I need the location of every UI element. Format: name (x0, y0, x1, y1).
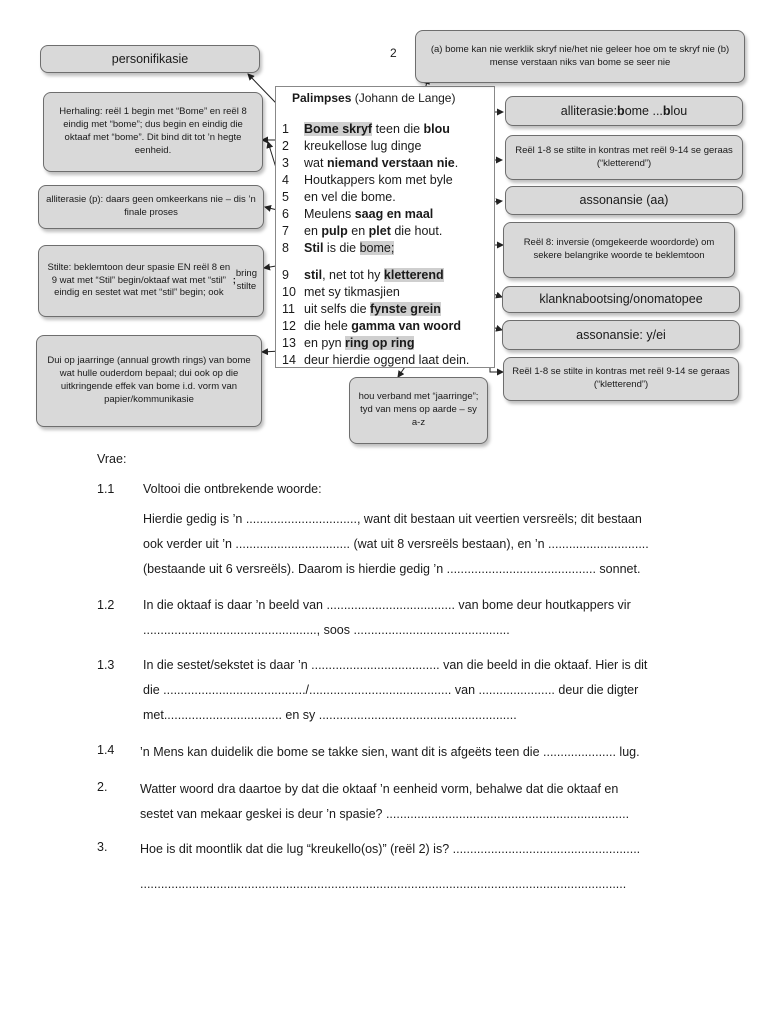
poem-line-number: 12 (282, 319, 296, 333)
poem-line-number: 4 (282, 173, 289, 187)
poem-line-5 (282, 190, 396, 204)
box-stilte-kontras-1: Reël 1-8 se stilte in kontras met reël 9-14 se geraas (“kletterend”) (505, 135, 743, 180)
box-alliterasie-p: alliterasie (p): daars geen omkeerkans nie – dis ’n finale proses (38, 185, 264, 229)
q1-2-line-b: .................................................., soos ............................................. (143, 623, 510, 637)
poem-line-number: 7 (282, 224, 289, 238)
q1-1-number: 1.1 (97, 482, 115, 496)
box-personifikasie: personifikasie (40, 45, 260, 73)
q1-1-line-a: Hierdie gedig is ’n ................................, want dit bestaan uit veertien versreëls; dit bestaan (143, 512, 642, 526)
poem-line-text: kreukellose lug dinge (304, 139, 422, 153)
poem-line-number: 10 (282, 285, 296, 299)
q1-1-line-b: ook verder uit ’n ................................. (wat uit 8 versreëls bestaan), en ’n ............................. (143, 537, 649, 551)
poem-line-number: 8 (282, 241, 289, 255)
poem-line-8 (282, 241, 394, 255)
q1-1-line-c: (bestaande uit 6 versreëls). Daarom is hierdie gedig ’n ........................................... sonnet. (143, 562, 641, 576)
q3-line-b: ............................................................................................................................................ (140, 877, 627, 891)
poem-line-11 (282, 302, 441, 316)
poem-title: Palimpses (292, 91, 352, 105)
poem-line-number: 11 (282, 302, 295, 316)
box-assonansie-aa: assonansie (aa) (505, 186, 743, 215)
poem-line-number: 9 (282, 268, 289, 282)
poem-line-3 (282, 156, 458, 170)
vrae-heading: Vrae: (97, 452, 127, 466)
poem-line-text: en pulp en plet die hout. (304, 224, 443, 238)
box-bome-kan-nie: (a) bome kan nie werklik skryf nie/het nie geleer hoe om te skryf nie (b) mense verstaan niks van bome se seer nie (415, 30, 745, 83)
q1-1-title: Voltooi die ontbrekende woorde: (143, 482, 322, 496)
poem-line-14 (282, 353, 469, 367)
poem-line-text: en pyn ring op ring (304, 336, 415, 350)
box-herhaling: Herhaling: reël 1 begin met “Bome” en reël 8 eindig met “bome”; dus begin en eindig die oktaaf met “bome”. Dit bind dit tot ’n hegte eenheid. (43, 92, 263, 172)
q1-4-line-a: ’n Mens kan duidelik die bome se takke sien, want dit is afgeëts teen die ..................... lug. (140, 745, 640, 759)
q1-3-number: 1.3 (97, 658, 115, 672)
poem-line-text: Stil is die bome; (304, 241, 395, 255)
q3-number: 3. (97, 840, 108, 854)
poem-line-2 (282, 139, 421, 153)
poem-line-13 (282, 336, 414, 350)
poem-line-text: Bome skryf teen die blou (304, 122, 450, 136)
box-stilte-kontras-2: Reël 1-8 se stilte in kontras met reël 9-14 se geraas (“kletterend”) (503, 357, 739, 401)
poem-line-text: stil, net tot hy kletterend (304, 268, 444, 282)
q1-3-line-a: In die sestet/sekstet is daar ’n ..................................... van die beeld in die oktaaf. Hier is dit (143, 658, 648, 672)
poem-line-text: wat niemand verstaan nie. (304, 156, 459, 170)
poem-line-7 (282, 224, 442, 238)
q1-2-line-a: In die oktaaf is daar ’n beeld van ..................................... van bome deur houtkappers vir (143, 598, 631, 612)
poem-line-text: en vel die bome. (304, 190, 396, 204)
poem-line-number: 13 (282, 336, 296, 350)
poem-line-9 (282, 268, 444, 282)
box-stilte-beklemtoon: Stilte: beklemtoon deur spasie EN reël 8 en 9 wat met “Stil” begin/oktaaf wat met “stil” eindig en sestet wat met “stil” begin; ook ; bring stilte (38, 245, 264, 317)
q2-number: 2. (97, 780, 108, 794)
poem-author: (Johann de Lange) (354, 91, 456, 105)
poem-line-4 (282, 173, 453, 187)
poem-line-12 (282, 319, 461, 333)
q1-3-line-b: die ........................................./......................................... van ...................... deur die digter (143, 683, 639, 697)
poem-line-number: 2 (282, 139, 289, 153)
q1-4-number: 1.4 (97, 743, 115, 757)
poem-line-number: 3 (282, 156, 289, 170)
box-inversie: Reël 8: inversie (omgekeerde woordorde) om sekere belangrike woorde te beklemtoon (503, 222, 735, 278)
poem-line-6 (282, 207, 433, 221)
poem-line-number: 6 (282, 207, 289, 221)
page-number: 2 (390, 46, 397, 60)
poem-line-number: 1 (282, 122, 289, 136)
box-jaarringe: Dui op jaarringe (annual growth rings) van bome wat hulle ouderdom bepaal; dui ook op die uitkringende effek van bome i.d. vorm van papier/kommunikasie (36, 335, 262, 427)
poem-line-text: Houtkappers kom met byle (304, 173, 453, 187)
poem-line-text: Meulens saag en maal (304, 207, 434, 221)
q3-line-a: Hoe is dit moontlik dat die lug “kreukello(os)” (reël 2) is? ...................................................... (140, 842, 641, 856)
q1-3-line-c: met.................................. en sy ......................................................... (143, 708, 517, 722)
poem-line-text: deur hierdie oggend laat dein. (304, 353, 470, 367)
poem-line-text: die hele gamma van woord (304, 319, 462, 333)
q2-line-b: sestet van mekaar geskei is deur ’n spasie? ...................................................................... (140, 807, 630, 821)
q2-line-a: Watter woord dra daartoe by dat die oktaaf ’n eenheid vorm, behalwe dat die oktaaf en (140, 782, 619, 796)
box-assonansie-yei: assonansie: y/ei (502, 320, 740, 350)
poem-line-1 (282, 122, 450, 136)
poem-line-text: met sy tikmasjien (304, 285, 400, 299)
poem-title-block (292, 91, 455, 105)
box-hou-verband: hou verband met “jaarringe”; tyd van mens op aarde – sy a-z (349, 377, 488, 444)
poem-line-10 (282, 285, 400, 299)
poem-line-number: 14 (282, 353, 296, 367)
box-alliterasie-bome: alliterasie: b ome ... b lou (505, 96, 743, 126)
poem-line-number: 5 (282, 190, 289, 204)
box-klanknabootsing: klanknabootsing/onomatopee (502, 286, 740, 313)
poem-line-text: uit selfs die fynste grein (304, 302, 441, 316)
q1-2-number: 1.2 (97, 598, 115, 612)
